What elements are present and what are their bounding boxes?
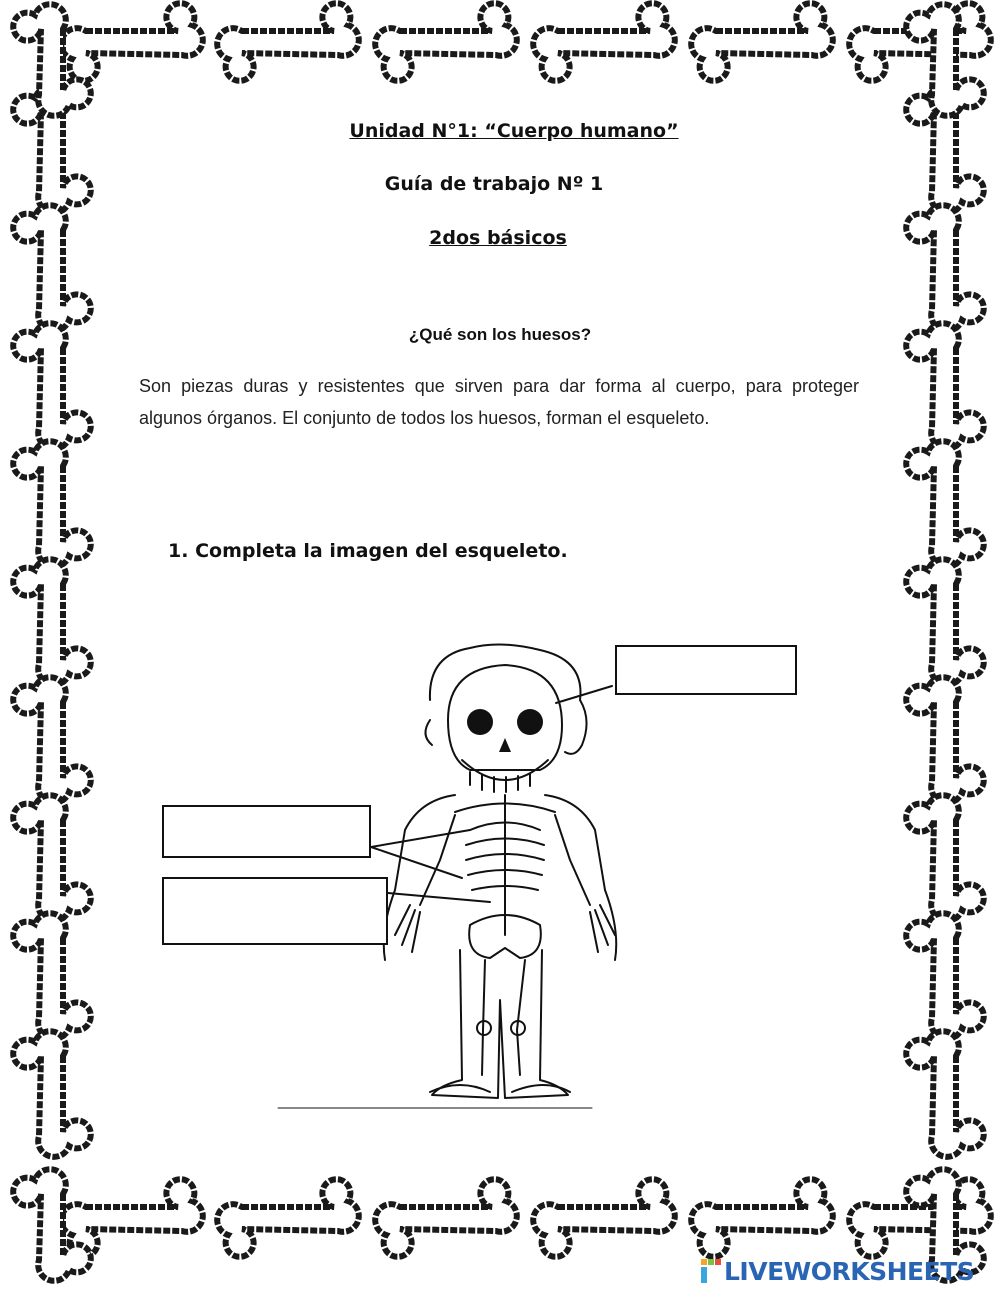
bone-icon	[691, 1179, 833, 1257]
bone-icon	[906, 677, 984, 803]
question-heading: ¿Qué son los huesos?	[408, 325, 592, 344]
bone-icon	[13, 795, 91, 921]
guide-title: Guía de trabajo Nº 1	[384, 173, 604, 195]
logo-text: LIVEWORKSHEETS	[724, 1256, 975, 1286]
unit-title: Unidad N°1: “Cuerpo humano”	[349, 120, 679, 142]
bone-icon	[217, 1179, 359, 1257]
bone-icon	[61, 3, 203, 81]
answer-box-spine[interactable]	[162, 877, 388, 945]
bone-icon	[906, 559, 984, 685]
bone-icon	[13, 1031, 91, 1157]
liveworksheets-logo	[700, 1255, 974, 1287]
bone-icon	[906, 205, 984, 331]
bone-icon	[533, 3, 675, 81]
answer-box-ribs[interactable]	[162, 805, 371, 858]
bone-icon	[906, 913, 984, 1039]
liveworksheets-icon	[700, 1257, 722, 1285]
definition-paragraph: Son piezas duras y resistentes que sirven para dar forma al cuerpo, para proteger algunos órganos. El conjunto de todos los huesos, forman el esqueleto.	[139, 376, 859, 428]
bone-icon	[906, 1031, 984, 1157]
bone-icon	[375, 1179, 517, 1257]
skeleton-illustration	[270, 630, 670, 1120]
bone-icon	[691, 3, 833, 81]
bone-icon	[906, 795, 984, 921]
bone-icon	[13, 559, 91, 685]
bone-icon	[13, 441, 91, 567]
answer-box-skull[interactable]	[615, 645, 797, 695]
bone-icon	[13, 677, 91, 803]
bone-icon	[375, 3, 517, 81]
bone-icon	[906, 441, 984, 567]
grade-title: 2dos básicos	[429, 227, 567, 249]
bone-icon	[533, 1179, 675, 1257]
bone-icon	[217, 3, 359, 81]
instruction-number: 1.	[168, 540, 189, 562]
instruction-1	[168, 540, 568, 562]
bone-icon	[13, 913, 91, 1039]
instruction-text: Completa la imagen del esqueleto.	[195, 540, 568, 562]
bone-icon	[13, 205, 91, 331]
